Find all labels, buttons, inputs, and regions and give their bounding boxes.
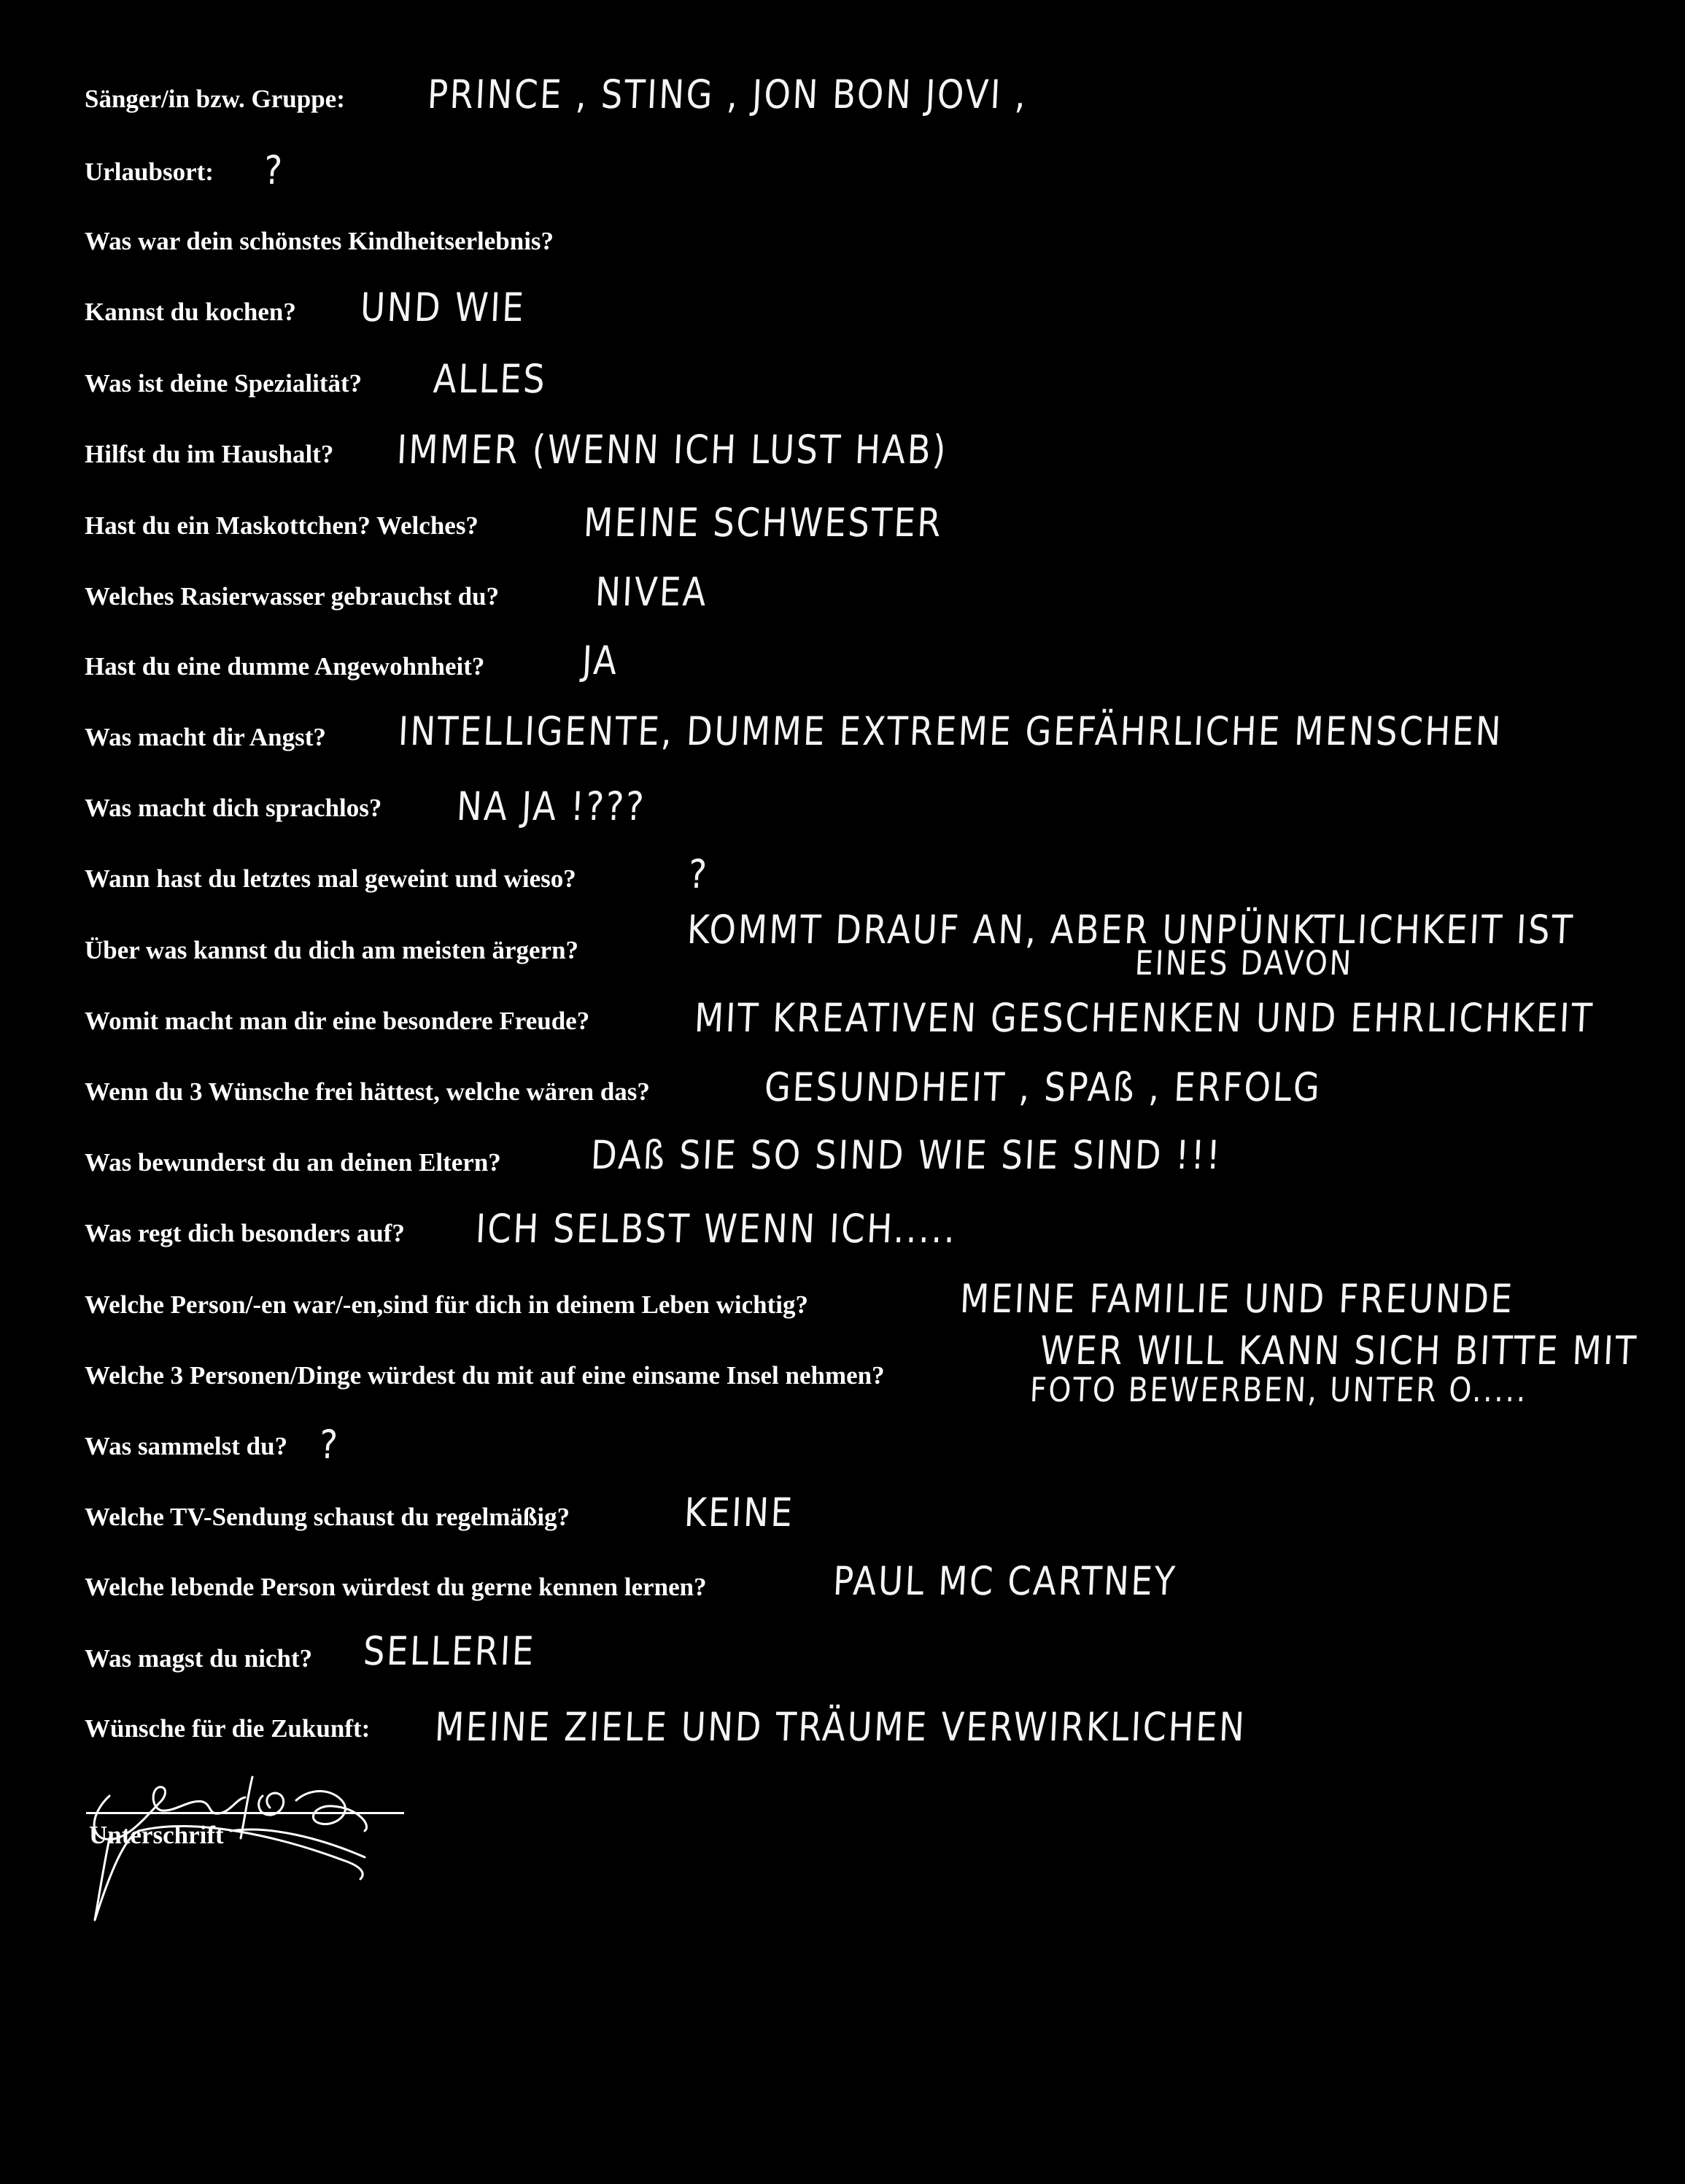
- handwritten-answer: WER WILL KANN SICH BITTE MIT: [1039, 1328, 1639, 1374]
- question-label: Hast du ein Maskottchen? Welches?: [85, 511, 479, 540]
- question-label: Womit macht man dir eine besondere Freude?: [85, 1007, 590, 1035]
- handwritten-answer: KOMMT DRAUF AN, ABER UNPÜNKTLICHKEIT IST: [686, 907, 1576, 953]
- question-label: Sänger/in bzw. Gruppe:: [85, 85, 345, 113]
- handwritten-answer-continued: FOTO BEWERBEN, UNTER O.....: [1029, 1370, 1529, 1409]
- handwritten-answer: ?: [687, 851, 710, 897]
- question-label: Welches Rasierwasser gebrauchst du?: [85, 582, 500, 611]
- question-label: Was macht dir Angst?: [85, 723, 326, 751]
- handwritten-answer: DAß SIE SO SIND WIE SIE SIND !!!: [589, 1132, 1223, 1178]
- question-label: Über was kannst du dich am meisten ärgern?: [85, 936, 579, 964]
- question-label: Was ist deine Spezialität?: [85, 369, 363, 398]
- handwritten-answer: INTELLIGENTE, DUMME EXTREME GEFÄHRLICHE MENSCHEN: [397, 708, 1504, 754]
- handwritten-answer: UND WIE: [359, 284, 527, 330]
- signature-label: Unterschrift: [89, 1821, 224, 1849]
- question-label: Kannst du kochen?: [85, 298, 296, 326]
- question-label: Was macht dich sprachlos?: [85, 794, 382, 822]
- handwritten-answer: MEINE SCHWESTER: [582, 500, 944, 546]
- question-label: Welche Person/-en war/-en,sind für dich in deinem Leben wichtig?: [85, 1290, 808, 1319]
- handwritten-signature: [80, 1729, 445, 1926]
- handwritten-answer: IMMER (WENN ICH LUST HAB): [395, 427, 949, 473]
- handwritten-answer: MEINE ZIELE UND TRÄUME VERWIRKLICHEN: [433, 1704, 1247, 1750]
- question-label: Was magst du nicht?: [85, 1644, 313, 1673]
- handwritten-answer: KEINE: [683, 1490, 795, 1536]
- question-label: Welche lebende Person würdest du gerne kennen lernen?: [85, 1573, 707, 1601]
- question-label: Urlaubsort:: [85, 158, 214, 186]
- handwritten-answer: ALLES: [432, 356, 548, 402]
- question-label: Was war dein schönstes Kindheitserlebnis?: [85, 227, 554, 255]
- question-label: Wenn du 3 Wünsche frei hättest, welche wären das?: [85, 1077, 650, 1106]
- question-label: Was bewunderst du an deinen Eltern?: [85, 1148, 501, 1177]
- handwritten-answer: ICH SELBST WENN ICH.....: [474, 1206, 958, 1252]
- question-label: Wünsche für die Zukunft:: [85, 1714, 371, 1743]
- handwritten-answer: MIT KREATIVEN GESCHENKEN UND EHRLICHKEIT: [693, 995, 1595, 1041]
- handwritten-answer: JA: [581, 638, 620, 684]
- handwritten-answer: GESUNDHEIT , SPAß , ERFOLG: [763, 1064, 1322, 1110]
- question-label: Wann hast du letztes mal geweint und wieso?: [85, 864, 576, 893]
- handwritten-answer: SELLERIE: [362, 1628, 537, 1674]
- handwritten-answer: ?: [263, 147, 285, 193]
- question-label: Welche TV-Sendung schaust du regelmäßig?: [85, 1503, 570, 1531]
- question-label: Hilfst du im Haushalt?: [85, 440, 334, 468]
- handwritten-answer: NIVEA: [594, 569, 709, 615]
- question-label: Was sammelst du?: [85, 1432, 288, 1460]
- handwritten-answer-continued: EINES DAVON: [1134, 943, 1354, 983]
- handwritten-answer: MEINE FAMILIE UND FREUNDE: [958, 1276, 1515, 1322]
- handwritten-answer: PAUL MC CARTNEY: [832, 1558, 1178, 1604]
- handwritten-answer: ?: [318, 1422, 341, 1468]
- handwritten-answer: NA JA !???: [455, 783, 647, 829]
- handwritten-answer: PRINCE , STING , JON BON JOVI ,: [426, 71, 1029, 117]
- question-label: Welche 3 Personen/Dinge würdest du mit auf eine einsame Insel nehmen?: [85, 1361, 885, 1390]
- question-label: Hast du eine dumme Angewohnheit?: [85, 652, 485, 681]
- question-label: Was regt dich besonders auf?: [85, 1219, 405, 1247]
